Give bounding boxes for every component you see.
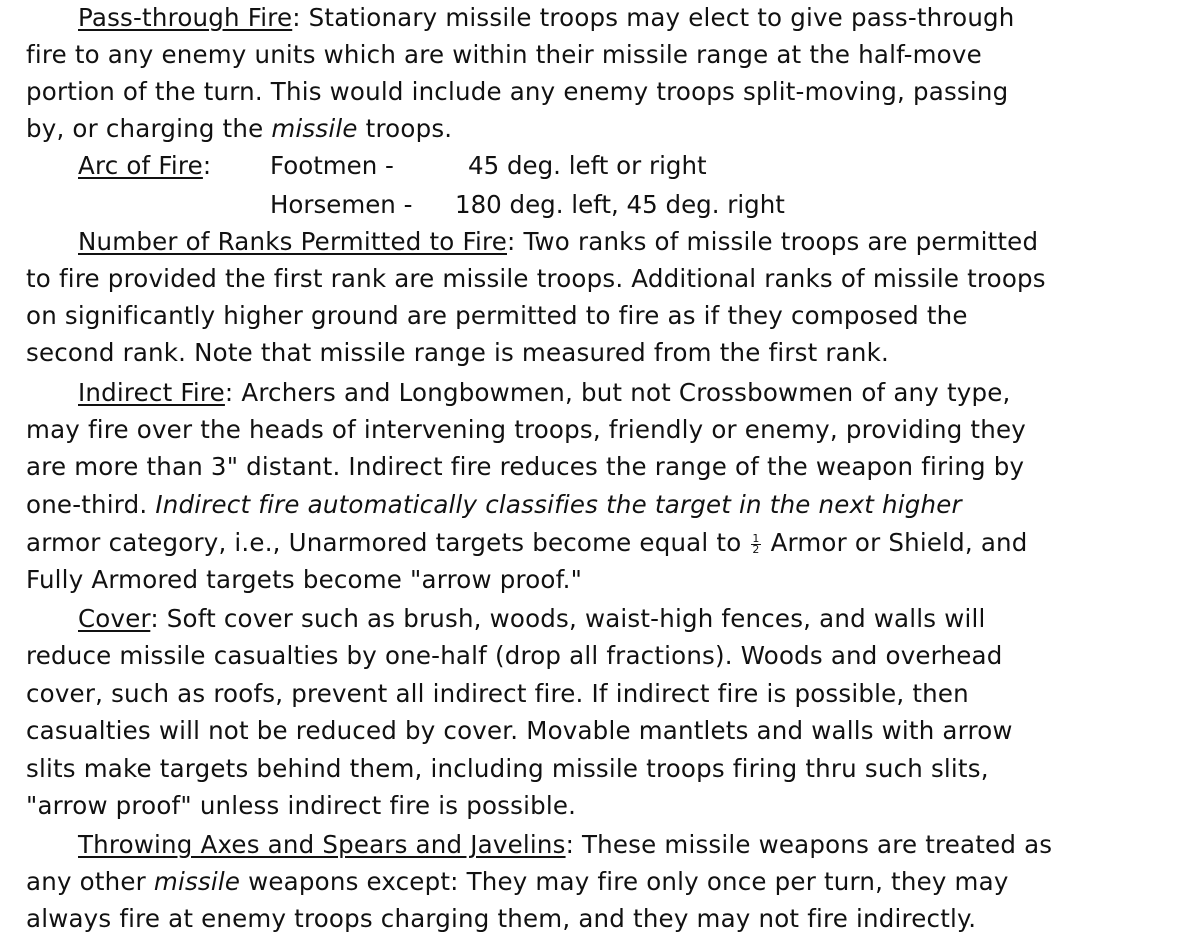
arc-unit-label: Footmen -: [270, 151, 394, 180]
arc-unit-label: Horsemen -: [270, 190, 413, 219]
indirect-text: Armor or Shield, and: [762, 528, 1028, 557]
fraction-numerator: 1: [752, 531, 760, 545]
indirect-line-4: [26, 490, 962, 520]
ranks-line-1: [78, 227, 1038, 257]
indirect-text: one-third.: [26, 490, 156, 519]
throwing-line-3: always fire at enemy troops charging them, and they may not fire indirectly.: [26, 904, 977, 933]
cover-text: : Soft cover such as brush, woods, waist-high fences, and walls will: [150, 604, 986, 633]
throwing-text: : These missile weapons are treated as: [565, 830, 1053, 859]
indirect-line-2: may fire over the heads of intervening troops, friendly or enemy, providing they: [26, 415, 1026, 444]
cover-line-1: [78, 604, 986, 634]
indirect-line-1: [78, 378, 1010, 408]
throwing-italic: missile: [153, 867, 241, 896]
arc-value: 180 deg. left, 45 deg. right: [455, 190, 785, 219]
pass-through-text: : Stationary missile troops may elect to give pass-through: [292, 3, 1015, 32]
pass-through-italic: missile: [271, 114, 358, 143]
cover-line-2: reduce missile casualties by one-half (drop all fractions). Woods and overhead: [26, 641, 1003, 670]
indirect-text: : Archers and Longbowmen, but not Crossbowmen of any type,: [224, 378, 1011, 407]
indirect-italic: Indirect fire automatically classifies the target in the next higher: [155, 490, 962, 519]
cover-line-5: slits make targets behind them, including missile troops firing thru such slits,: [26, 754, 989, 783]
one-half-fraction: [751, 531, 760, 556]
ranks-line-3: on significantly higher ground are permitted to fire as if they composed the: [26, 301, 968, 330]
cover-line-4: casualties will not be reduced by cover. Movable mantlets and walls with arrow: [26, 716, 1013, 745]
arc-of-fire-row-footmen: [0, 151, 1200, 181]
arc-of-fire-heading: Arc of Fire: [78, 151, 203, 180]
arc-of-fire-row-horsemen: [0, 190, 1200, 220]
ranks-text: : Two ranks of missile troops are permitted: [507, 227, 1039, 256]
indirect-line-6: Fully Armored targets become "arrow proof.": [26, 565, 583, 594]
indirect-text: armor category, i.e., Unarmored targets become equal to: [26, 528, 750, 557]
throwing-line-2: [26, 867, 1009, 897]
cover-line-3: cover, such as roofs, prevent all indirect fire. If indirect fire is possible, then: [26, 679, 969, 708]
indirect-line-5: [26, 528, 1028, 558]
pass-through-line-4: [26, 114, 452, 144]
arc-of-fire-heading-wrap: [78, 151, 211, 181]
throwing-text: weapons except: They may fire only once per turn, they may: [240, 867, 1009, 896]
cover-line-6: "arrow proof" unless indirect fire is possible.: [26, 791, 577, 820]
indirect-heading: Indirect Fire: [78, 378, 225, 407]
pass-through-heading: Pass-through Fire: [78, 3, 293, 32]
pass-through-line-1: [78, 3, 1015, 33]
arc-value: 45 deg. left or right: [468, 151, 707, 180]
indirect-line-3: are more than 3" distant. Indirect fire reduces the range of the weapon firing by: [26, 452, 1025, 481]
cover-heading: Cover: [78, 604, 151, 633]
throwing-heading: Throwing Axes and Spears and Javelins: [78, 830, 566, 859]
throwing-text: any other: [26, 867, 154, 896]
ranks-line-4: second rank. Note that missile range is measured from the first rank.: [26, 338, 889, 367]
pass-through-line-3: portion of the turn. This would include any enemy troops split-moving, passing: [26, 77, 1009, 106]
ranks-line-2: to fire provided the first rank are missile troops. Additional ranks of missile troops: [26, 264, 1046, 293]
pass-through-text: by, or charging the: [26, 114, 272, 143]
arc-of-fire-colon: :: [202, 151, 212, 180]
throwing-line-1: [78, 830, 1052, 860]
pass-through-line-2: fire to any enemy units which are within their missile range at the half-move: [26, 40, 982, 69]
fraction-denominator: 2: [752, 542, 760, 556]
ranks-heading: Number of Ranks Permitted to Fire: [78, 227, 507, 256]
pass-through-text: troops.: [357, 114, 453, 143]
